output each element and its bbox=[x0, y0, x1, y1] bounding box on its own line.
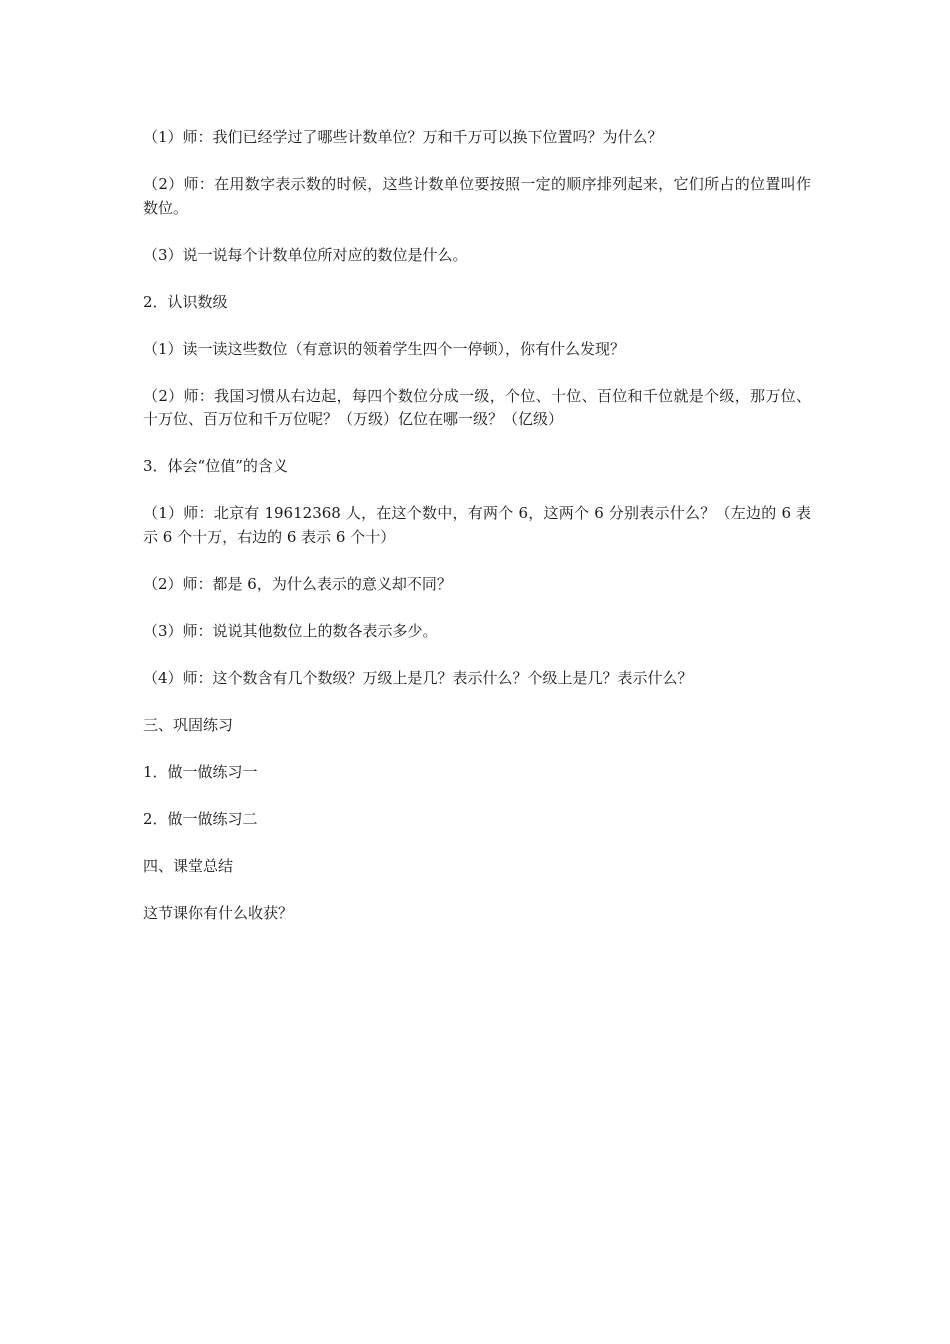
section-heading-place-value: 3．体会“位值”的含义 bbox=[143, 457, 288, 475]
section-heading-practice: 三、巩固练习 bbox=[143, 715, 234, 734]
paragraph-read-places: （1）读一读这些数位（有意识的领着学生四个一停顿），你有什么发现？ bbox=[143, 339, 626, 358]
paragraph-summary-question: 这节课你有什么收获？ bbox=[143, 903, 294, 922]
paragraph-beijing-population-example: （1）师：北京有 19612368 人，在这个数中，有两个 6，这两个 6 分别表示什么？（左边的 6 表示 6 个十万，右边的 6 表示 6 个十） bbox=[143, 504, 811, 546]
paragraph-number-levels-question: （4）师：这个数含有几个数级？万级上是几？表示什么？个级上是几？表示什么？ bbox=[143, 668, 693, 687]
list-item-exercise-two: 2．做一做练习二 bbox=[143, 809, 258, 828]
paragraph-four-digit-levels: （2）师：我国习惯从右边起，每四个数位分成一级，个位、十位、百位和千位就是个级，那万位、十万位、百万位和千万位呢？（万级）亿位在哪一级？（亿级） bbox=[143, 386, 811, 428]
paragraph-review-units-question: （1）师：我们已经学过了哪些计数单位？万和千万可以换下位置吗？为什么？ bbox=[143, 128, 663, 146]
paragraph-other-place-values: （3）师：说说其他数位上的数各表示多少。 bbox=[143, 621, 438, 640]
document-body bbox=[143, 126, 811, 949]
section-heading-recognize-levels: 2．认识数级 bbox=[143, 292, 228, 311]
paragraph-unit-place-correspondence: （3）说一说每个计数单位所对应的数位是什么。 bbox=[143, 245, 468, 264]
list-item-exercise-one: 1．做一做练习一 bbox=[143, 762, 258, 781]
paragraph-digit-place-definition: （2）师：在用数字表示数的时候，这些计数单位要按照一定的顺序排列起来，它们所占的位置叫作数位。 bbox=[143, 175, 811, 217]
section-heading-summary: 四、课堂总结 bbox=[143, 856, 234, 875]
paragraph-same-digit-different-meaning: （2）师：都是 6，为什么表示的意义却不同？ bbox=[143, 574, 452, 593]
